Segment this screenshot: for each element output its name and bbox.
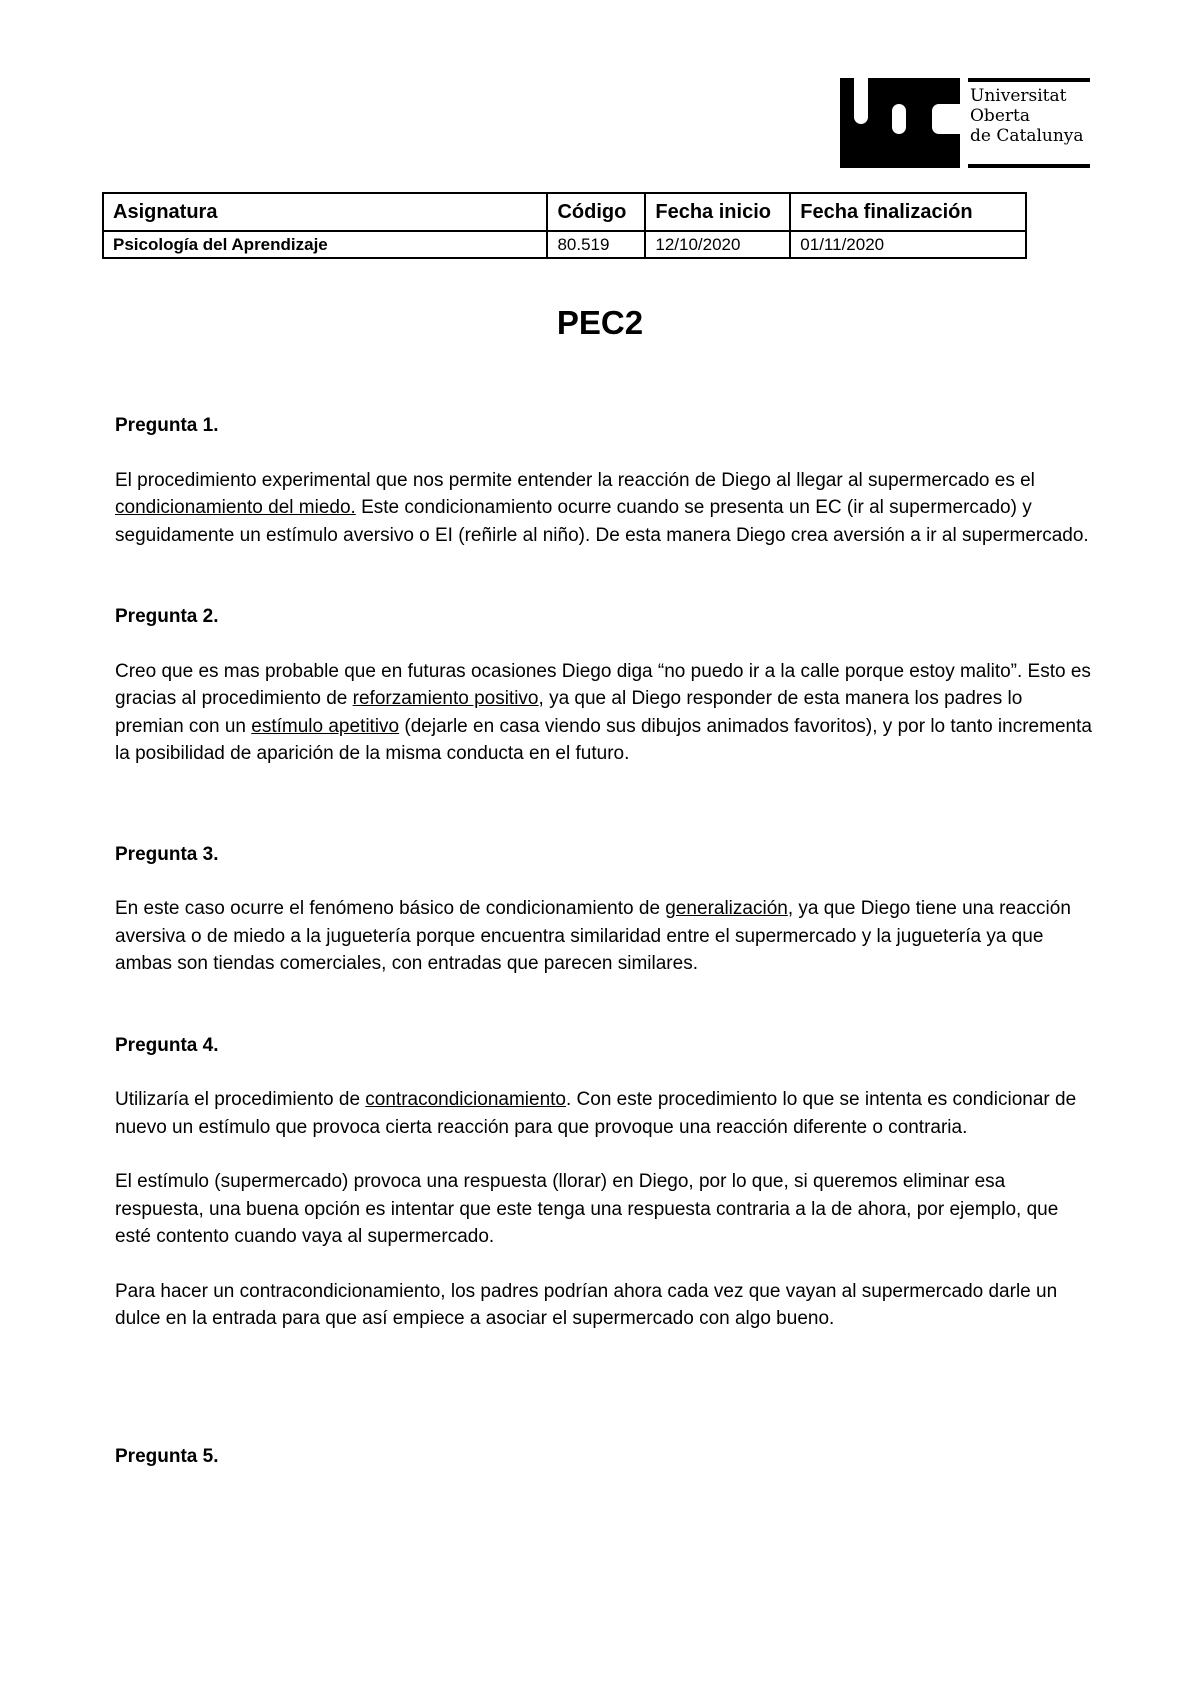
question-heading: Pregunta 4. bbox=[115, 1034, 219, 1056]
key-concept: reforzamiento positivo bbox=[352, 688, 539, 709]
key-concept: condicionamiento del miedo. bbox=[115, 497, 356, 518]
start-date-cell: 12/10/2020 bbox=[645, 231, 790, 258]
question-heading: Pregunta 3. bbox=[115, 843, 219, 865]
answer-paragraph: El procedimiento experimental que nos permite entender la reacción de Diego al llegar al supermercado es el condicionamiento del miedo. Este condicionamiento ocurre cuando se presenta un EC (ir al supermercado) y seguidamente un estímulo aversivo o EI (reñirle al niño). De esta manera Diego crea aversión a ir al supermercado. bbox=[115, 469, 1089, 546]
uoc-logo bbox=[840, 78, 1090, 168]
table-header-row bbox=[103, 193, 1026, 231]
key-concept: contracondicionamiento bbox=[365, 1089, 566, 1110]
end-date-cell: 01/11/2020 bbox=[790, 231, 1026, 258]
university-name-line: de Catalunya bbox=[970, 126, 1084, 146]
question-heading: Pregunta 5. bbox=[115, 1445, 219, 1467]
document-title: PEC2 bbox=[556, 304, 644, 341]
question-heading: Pregunta 2. bbox=[115, 606, 219, 627]
answer-paragraph: Creo que es mas probable que en futuras ocasiones Diego diga “no puedo ir a la calle porque estoy malito”. Esto es gracias al procedimiento de reforzamiento positivo, ya que al Diego responder de esta manera los padres lo premian con un estímulo apetitivo (dejarle en casa viendo sus dibujos animados favoritos), y por lo tanto incrementa la posibilidad de aparición de la misma conducta en el futuro. bbox=[115, 660, 1092, 764]
key-concept: estímulo apetitivo bbox=[251, 715, 400, 737]
header-fecha-inicio: Fecha inicio bbox=[645, 193, 790, 231]
header-fecha-finalizacion: Fecha finalización bbox=[790, 193, 1026, 231]
key-concept: generalización bbox=[665, 898, 788, 919]
question-heading: Pregunta 1. bbox=[115, 415, 219, 436]
university-name-line: Universitat bbox=[970, 86, 1067, 106]
university-name-line: Oberta bbox=[970, 106, 1030, 126]
header-codigo: Código bbox=[547, 193, 645, 231]
logo-bottom-rule bbox=[968, 164, 1090, 168]
answer-paragraph: Utilizaría el procedimiento de contracondicionamiento. Con este procedimiento lo que se intenta es condicionar de nuevo un estímulo que provoca cierta reacción para que provoque una reacción diferente o contraria. bbox=[115, 1089, 1077, 1138]
course-info-table bbox=[102, 192, 1027, 259]
subject-cell: Psicología del Aprendizaje bbox=[103, 231, 547, 258]
uoc-logo-mark bbox=[840, 78, 960, 168]
logo-top-rule bbox=[968, 78, 1090, 82]
university-name bbox=[970, 86, 1084, 146]
code-cell: 80.519 bbox=[547, 231, 645, 258]
answer-paragraph: En este caso ocurre el fenómeno básico de condicionamiento de generalización, ya que Diego tiene una reacción aversiva o de miedo a la juguetería porque encuentra similaridad entre el supermercado y la juguetería ya que ambas son tiendas comerciales, con entradas que parecen similares. bbox=[115, 898, 1071, 974]
document-body bbox=[115, 412, 1095, 1470]
table-row bbox=[103, 231, 1026, 258]
header-asignatura: Asignatura bbox=[103, 193, 547, 231]
answer-paragraph: Para hacer un contracondicionamiento, los padres podrían ahora cada vez que vayan al supermercado darle un dulce en la entrada para que así empiece a asociar el supermercado con algo bueno. bbox=[115, 1280, 1058, 1329]
answer-paragraph: El estímulo (supermercado) provoca una respuesta (llorar) en Diego, por lo que, si queremos eliminar esa respuesta, una buena opción es intentar que este tenga una respuesta contraria a la de ahora, por ejemplo, que esté contento cuando vaya al supermercado. bbox=[115, 1171, 1059, 1247]
